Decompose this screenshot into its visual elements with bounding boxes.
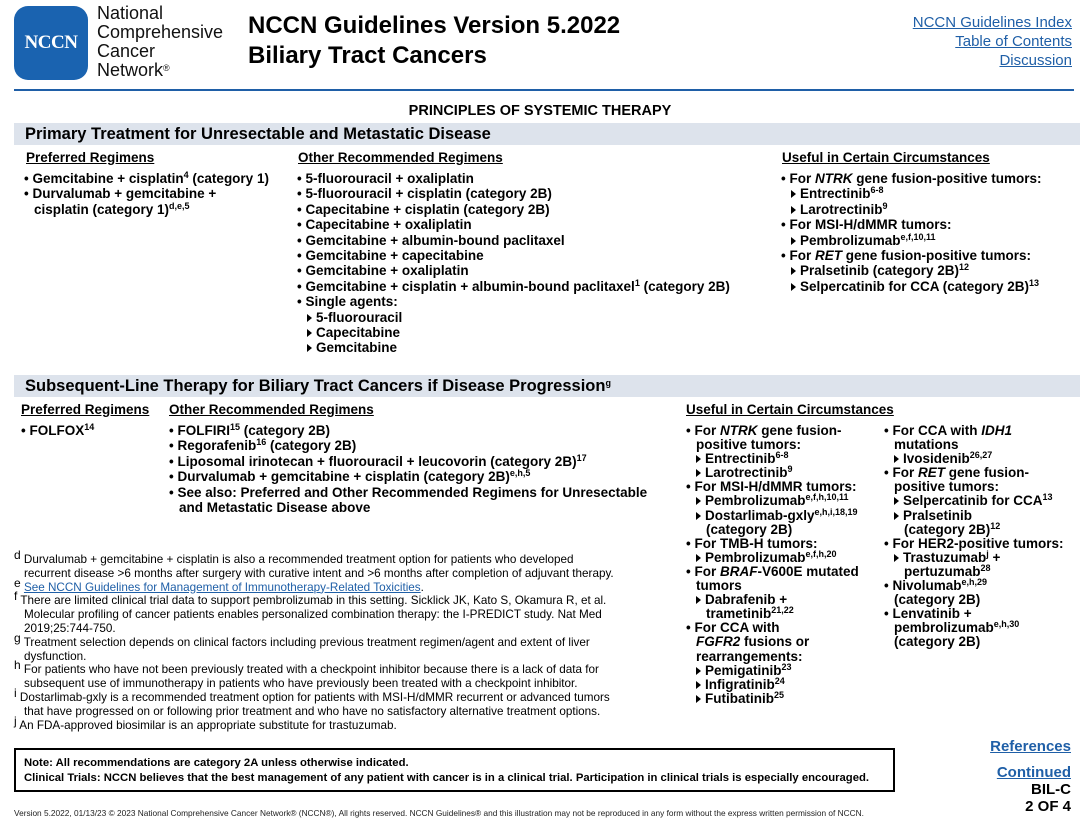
triangle-bullet-icon [696, 469, 701, 477]
regimen-item [169, 469, 647, 484]
triangle-bullet-icon [307, 314, 312, 322]
item-text: • Gemcitabine + capecitabine [297, 248, 484, 264]
triangle-bullet-icon [894, 512, 899, 520]
footnote-ref: 9 [882, 200, 888, 211]
item-text: tumors [696, 578, 742, 594]
item-text: • Capecitabine + oxaliplatin [297, 217, 472, 233]
item-text-after: fusions or [740, 634, 810, 650]
regimen-item [169, 438, 647, 453]
item-text: pertuzumab [904, 563, 981, 579]
regimen-item [686, 565, 859, 579]
item-text: Gemcitabine [316, 340, 398, 356]
regimen-item [781, 202, 1042, 217]
regimen-item [169, 485, 647, 500]
guidelines-index-link[interactable]: NCCN Guidelines Index [912, 14, 1072, 31]
triangle-bullet-icon [696, 554, 701, 562]
footnote-ref: 28 [980, 562, 991, 573]
footnote-ref: 13 [1029, 277, 1040, 288]
footnote-text: subsequent use of immunotherapy in patients who have previously been treated with a checkpoint inhibitor. [24, 677, 578, 691]
regimen-item [297, 294, 730, 309]
footnote-letter: d [14, 548, 21, 562]
footnote-text: For patients who have not been previously treated with a checkpoint inhibitor because there is a lack of data for [20, 663, 599, 677]
nccn-logo [14, 6, 88, 80]
footnote-text: An FDA-approved biosimilar is an appropriate substitute for trastuzumab. [16, 718, 397, 732]
regimen-item [297, 263, 730, 278]
footnote-ref: 6-8 [870, 185, 884, 196]
regimen-item [884, 621, 1064, 635]
regimen-item [884, 607, 1064, 621]
logo-wordmark [97, 4, 223, 80]
continued-link[interactable]: Continued [996, 764, 1071, 781]
footnote-ref: e,h,30 [993, 619, 1020, 630]
item-text: Entrectinib [800, 186, 871, 202]
table-of-contents-link[interactable]: Table of Contents [955, 33, 1072, 50]
regimen-item [686, 635, 859, 649]
primary-preferred-header: Preferred Regimens [26, 150, 155, 165]
footnote-ref: 4 [183, 170, 189, 180]
regimen-item [297, 217, 730, 232]
footnote-ref: 13 [1042, 492, 1053, 503]
regimen-item [686, 548, 859, 565]
item-text: Pemigatinib [705, 662, 782, 678]
footnote-ref: e,f,h,20 [805, 548, 837, 559]
guideline-version: NCCN Guidelines Version 5.2022 [248, 12, 621, 39]
footnote-ref: e,f,h,10,11 [805, 492, 849, 503]
item-gene: IDH1 [981, 423, 1012, 438]
footnote-ref: 17 [576, 452, 587, 463]
item-text: Dabrafenib + [705, 592, 788, 608]
regimen-item [24, 202, 269, 217]
regimen-item [884, 466, 1064, 480]
item-text-after: (category 2B) [639, 278, 730, 294]
item-text: • Gemcitabine + oxaliplatin [297, 263, 469, 279]
footnote-line [14, 713, 684, 733]
triangle-bullet-icon [894, 554, 899, 562]
subsequent-other-header: Other Recommended Regimens [169, 402, 374, 417]
primary-other-list [297, 171, 730, 356]
band-footnote-ref: g [605, 378, 611, 388]
logo-word: National [97, 3, 164, 23]
subsequent-line-band [14, 375, 1080, 397]
triangle-bullet-icon [307, 344, 312, 352]
regimen-item [297, 233, 730, 248]
page-code: BIL-C [1031, 781, 1071, 798]
subsequent-preferred-header: Preferred Regimens [21, 402, 150, 417]
item-text: Capecitabine [316, 325, 401, 341]
item-text: • For [884, 465, 918, 481]
item-gene: NTRK [719, 423, 758, 438]
primary-preferred-list [24, 171, 269, 217]
regimen-item [24, 186, 269, 201]
item-text: cisplatin (category 1) [34, 201, 170, 217]
footnote-ref: 23 [781, 661, 792, 672]
item-text-after: (category 1) [188, 171, 269, 186]
item-text: and Metastatic Disease above [179, 500, 371, 516]
item-gene: FGFR2 [696, 634, 741, 650]
logo-word: Cancer [97, 41, 156, 61]
footnote-ref: j [986, 548, 989, 559]
item-text: Pembrolizumab [800, 232, 901, 248]
note-box [14, 748, 895, 792]
regimen-item [781, 248, 1042, 263]
footnote-text: recurrent disease >6 months after surgery with curative intent and >6 months after completion of adjuvant therapy. [24, 566, 614, 580]
footnote-ref: 24 [774, 675, 785, 686]
footnote-line [14, 575, 684, 595]
footnote-line [14, 650, 684, 664]
item-gene: NTRK [814, 171, 853, 186]
regimen-item [884, 635, 1064, 649]
item-text-after: -V600E mutated [757, 563, 859, 579]
item-text: (category 2B) [706, 521, 793, 537]
footnote-letter: i [14, 685, 17, 700]
regimen-item [686, 424, 859, 438]
regimen-item [297, 310, 730, 325]
item-text-after: gene fusion- [944, 465, 1029, 481]
footnote-text: that have progressed on or following prior treatment and who have no satisfactory alternative treatment options. [24, 704, 601, 718]
regimen-item [781, 263, 1042, 278]
footnote-line [14, 589, 684, 608]
regimen-item [884, 537, 1064, 551]
footnote-letter: h [14, 658, 21, 673]
footnote-text-after: . [420, 580, 424, 594]
item-gene: BRAF [719, 563, 758, 579]
item-text: • See also: Preferred and Other Recommended Regimens for Unresectable [169, 484, 648, 500]
footnote-line [14, 608, 684, 622]
regimen-item [21, 423, 94, 438]
subsequent-useful-header: Useful in Certain Circumstances [686, 402, 894, 417]
item-text: rearrangements: [696, 648, 803, 664]
item-text: Selpercatinib for CCA [903, 493, 1043, 509]
footnote-letter: f [14, 589, 18, 604]
logo-word-line [97, 61, 223, 80]
regimen-item [884, 593, 1064, 607]
footnote-ref: 15 [229, 422, 240, 432]
item-text: • 5-fluorouracil + cisplatin (category 2B) [297, 186, 552, 202]
item-text-after: (category 2B) [266, 438, 357, 454]
item-text: • For HER2-positive tumors: [884, 535, 1064, 551]
item-text: Futibatinib [705, 690, 774, 706]
footnote-text: 2019;25:744-750. [24, 621, 116, 635]
item-text: • For [781, 248, 815, 264]
triangle-bullet-icon [894, 455, 899, 463]
regimen-item [884, 520, 1064, 537]
regimen-item [781, 186, 1042, 201]
item-text: • Durvalumab + gemcitabine + cisplatin (category 2B) [169, 469, 510, 485]
discussion-link[interactable]: Discussion [999, 52, 1072, 69]
regimen-item [781, 217, 1042, 232]
regimen-item [686, 675, 859, 692]
footnote-ref: 12 [959, 262, 970, 273]
footnote-line [14, 658, 684, 677]
item-text: • For MSI-H/dMMR tumors: [686, 479, 857, 495]
footnote-ref: 14 [84, 422, 95, 432]
item-text: • For [686, 563, 720, 579]
item-text: • For CCA with [686, 620, 780, 636]
regimen-item [169, 500, 647, 515]
primary-other-header: Other Recommended Regimens [298, 150, 503, 165]
footnote-letter: j [14, 713, 17, 728]
triangle-bullet-icon [791, 190, 796, 198]
regimen-item [781, 233, 1042, 248]
item-text: Pralsetinib (category 2B) [800, 263, 960, 279]
primary-useful-header: Useful in Certain Circumstances [782, 150, 990, 165]
footnote-line [14, 630, 684, 650]
footnote-letter: g [14, 630, 21, 645]
item-text: • 5-fluorouracil + oxaliplatin [297, 171, 474, 186]
item-text: • Nivolumab [884, 578, 962, 594]
item-text-after: gene fusion-positive tumors: [852, 171, 1042, 186]
regimen-item [297, 202, 730, 217]
regimen-item [884, 424, 1064, 438]
logo-word: Comprehensive [97, 22, 224, 42]
footnote-letter: e [14, 575, 21, 590]
regimen-item [884, 452, 1064, 466]
item-text: • Capecitabine + cisplatin (category 2B) [297, 201, 550, 217]
item-text-after: + [988, 549, 1001, 565]
footnote-ref: 9 [787, 464, 793, 475]
footnote-ref: d,e,5 [169, 200, 190, 211]
footnote-ref: e,h,5 [509, 468, 531, 479]
references-link[interactable]: References [990, 738, 1071, 755]
triangle-bullet-icon [791, 237, 796, 245]
regimen-item [884, 579, 1064, 593]
footnote-ref: 6-8 [775, 450, 789, 461]
triangle-bullet-icon [696, 667, 701, 675]
regimen-item [297, 248, 730, 263]
regimen-item [169, 454, 647, 469]
footnote-text: Treatment selection depends on clinical factors including previous treatment regimen/agent and extent of liver [20, 635, 590, 649]
footnote-text: Durvalumab + gemcitabine + cisplatin is also a recommended treatment option for patients who developed [20, 553, 574, 566]
regimen-item [781, 279, 1042, 294]
triangle-bullet-icon [696, 596, 701, 604]
triangle-bullet-icon [696, 695, 701, 703]
footnote-text: There are limited clinical trial data to support pembrolizumab in this setting. Sicklick JK, Kato S, Okamura R, et al. [17, 594, 607, 608]
item-text: • For TMB-H tumors: [686, 535, 818, 551]
item-gene: RET [814, 248, 842, 264]
item-text: • For CCA with [884, 423, 982, 438]
regimen-item [686, 689, 859, 706]
logo-word: Network [97, 60, 164, 80]
item-text: • Gemcitabine + albumin-bound paclitaxel [297, 232, 565, 248]
triangle-bullet-icon [791, 206, 796, 214]
version-copyright: Version 5.2022, 01/13/23 © 2023 National Comprehensive Cancer Network® (NCCN®), All rights reserved. NCCN Guidelines® and this illustration may not be reproduced in any form without the express written permission of NCCN. [14, 808, 864, 818]
regimen-item [686, 466, 859, 480]
footnote-line [14, 685, 684, 705]
regimen-item [297, 325, 730, 340]
item-text: • Liposomal irinotecan + fluorouracil + leucovorin (category 2B) [169, 453, 577, 469]
item-text: • Durvalumab + gemcitabine + [24, 186, 217, 202]
logo-reg-mark: ® [163, 63, 170, 73]
item-text-after: (category 2B) [239, 423, 331, 438]
item-text: • Gemcitabine + cisplatin [24, 171, 184, 186]
item-text: positive tumors: [894, 479, 1000, 495]
item-text: • Gemcitabine + cisplatin + albumin-bound paclitaxel [297, 278, 635, 294]
subsequent-useful-list-col1 [686, 424, 859, 706]
regimen-item [781, 171, 1042, 186]
footnote-ref: 25 [773, 689, 784, 700]
item-text: • Single agents: [297, 294, 398, 310]
regimen-item [686, 579, 859, 593]
item-text: • FOLFOX [21, 423, 85, 438]
page-title [248, 11, 620, 71]
item-text: Ivosidenib [903, 451, 970, 467]
footnote-ref: 26,27 [969, 450, 993, 461]
triangle-bullet-icon [307, 329, 312, 337]
triangle-bullet-icon [696, 681, 701, 689]
triangle-bullet-icon [791, 283, 796, 291]
item-text: • For MSI-H/dMMR tumors: [781, 217, 952, 233]
subsequent-useful-list-col2 [884, 424, 1064, 650]
item-text: Pembrolizumab [705, 493, 806, 509]
nav-spacer [990, 755, 1071, 764]
item-text: • Regorafenib [169, 438, 257, 454]
regimen-item [884, 480, 1064, 494]
triangle-bullet-icon [696, 512, 701, 520]
footnote-ref: e,f,10,11 [900, 231, 936, 242]
regimen-item [686, 438, 859, 452]
item-text: (category 2B) [894, 634, 981, 650]
footnote-line [14, 677, 684, 691]
item-text: Trastuzumab [903, 549, 987, 565]
triangle-bullet-icon [696, 497, 701, 505]
item-text: Larotrectinib [800, 201, 883, 217]
footnote-text: Molecular profiling of cancer patients enables personalized combination therapy: the I-PREDICT study. Nat Med [24, 608, 602, 622]
logo-abbr: NCCN [24, 32, 78, 53]
regimen-item [686, 661, 859, 678]
regimen-item [884, 548, 1064, 565]
regimen-item [686, 607, 859, 621]
page-nav [990, 738, 1071, 815]
item-text: • FOLFIRI [169, 423, 230, 438]
footnote-line [14, 622, 684, 636]
regimen-item [686, 506, 859, 523]
item-text: • Lenvatinib + [884, 606, 972, 622]
item-text-after: gene fusion-positive tumors: [841, 248, 1031, 264]
footnote-ref: 12 [990, 520, 1001, 531]
item-text: Infigratinib [705, 676, 775, 692]
page-number: 2 OF 4 [1025, 798, 1071, 815]
triangle-bullet-icon [894, 497, 899, 505]
triangle-bullet-icon [791, 267, 796, 275]
item-gene: RET [917, 465, 945, 481]
regimen-item [297, 171, 730, 186]
item-text: positive tumors: [696, 437, 802, 453]
item-text: Dostarlimab-gxly [705, 507, 815, 523]
regimen-item [884, 494, 1064, 508]
note-line: Note: All recommendations are category 2A unless otherwise indicated. [24, 757, 409, 769]
regimen-item [297, 340, 730, 355]
regimen-item [686, 523, 859, 537]
item-text: (category 2B) [894, 592, 981, 608]
section-heading: PRINCIPLES OF SYSTEMIC THERAPY [408, 103, 672, 119]
footnote-line [14, 548, 684, 567]
header-links [913, 13, 1072, 70]
clinical-trials-note: Clinical Trials: NCCN believes that the best management of any patient with cancer is in a clinical trial. Participation in clinical trials is especially encouraged. [24, 771, 870, 784]
item-text: 5-fluorouracil [316, 309, 403, 325]
regimen-item [686, 452, 859, 466]
item-text: • For [781, 171, 815, 186]
immunotherapy-toxicities-link[interactable]: See NCCN Guidelines for Management of Immunotherapy-Related Toxicities [23, 580, 421, 594]
item-text: pembrolizumab [894, 620, 994, 636]
regimen-item [169, 423, 647, 438]
regimen-item [686, 621, 859, 635]
item-text: mutations [894, 437, 959, 453]
footnote-ref: 16 [256, 437, 267, 448]
regimen-item [297, 279, 730, 294]
item-text: Entrectinib [705, 451, 776, 467]
item-text: Pralsetinib [903, 507, 973, 523]
regimen-item [884, 509, 1064, 523]
footnotes [14, 548, 684, 732]
item-text: trametinib [706, 606, 772, 622]
footnote-text: dysfunction. [24, 649, 87, 663]
footnote-line [14, 705, 684, 719]
triangle-bullet-icon [696, 455, 701, 463]
primary-useful-list [781, 171, 1042, 294]
item-text: (category 2B) [904, 521, 991, 537]
item-text: Pembrolizumab [705, 549, 806, 565]
subsequent-band-label: Subsequent-Line Therapy for Biliary Tract Cancers if Disease Progression [25, 377, 606, 395]
subsequent-other-list [169, 423, 647, 515]
subsequent-preferred-list [21, 423, 94, 438]
regimen-item [686, 650, 859, 664]
footnote-ref: 1 [634, 277, 640, 288]
item-text: Selpercatinib for CCA (category 2B) [800, 278, 1030, 294]
footnote-ref: 21,22 [771, 605, 794, 616]
footnote-line [14, 567, 684, 581]
footnote-ref: e,h,i,18,19 [814, 506, 858, 517]
header-divider [14, 89, 1074, 91]
item-text-after: gene fusion- [757, 423, 842, 438]
primary-treatment-band: Primary Treatment for Unresectable and Metastatic Disease [14, 123, 1080, 145]
regimen-item [24, 171, 269, 186]
regimen-item [297, 186, 730, 201]
footnote-text: Dostarlimab-gxly is a recommended treatment option for patients with MSI-H/dMMR recurrent or advanced tumors [16, 690, 610, 704]
cancer-type: Biliary Tract Cancers [248, 42, 487, 69]
item-text: • For [686, 423, 720, 438]
footnote-ref: e,h,29 [961, 577, 988, 588]
item-text: Larotrectinib [705, 465, 788, 481]
